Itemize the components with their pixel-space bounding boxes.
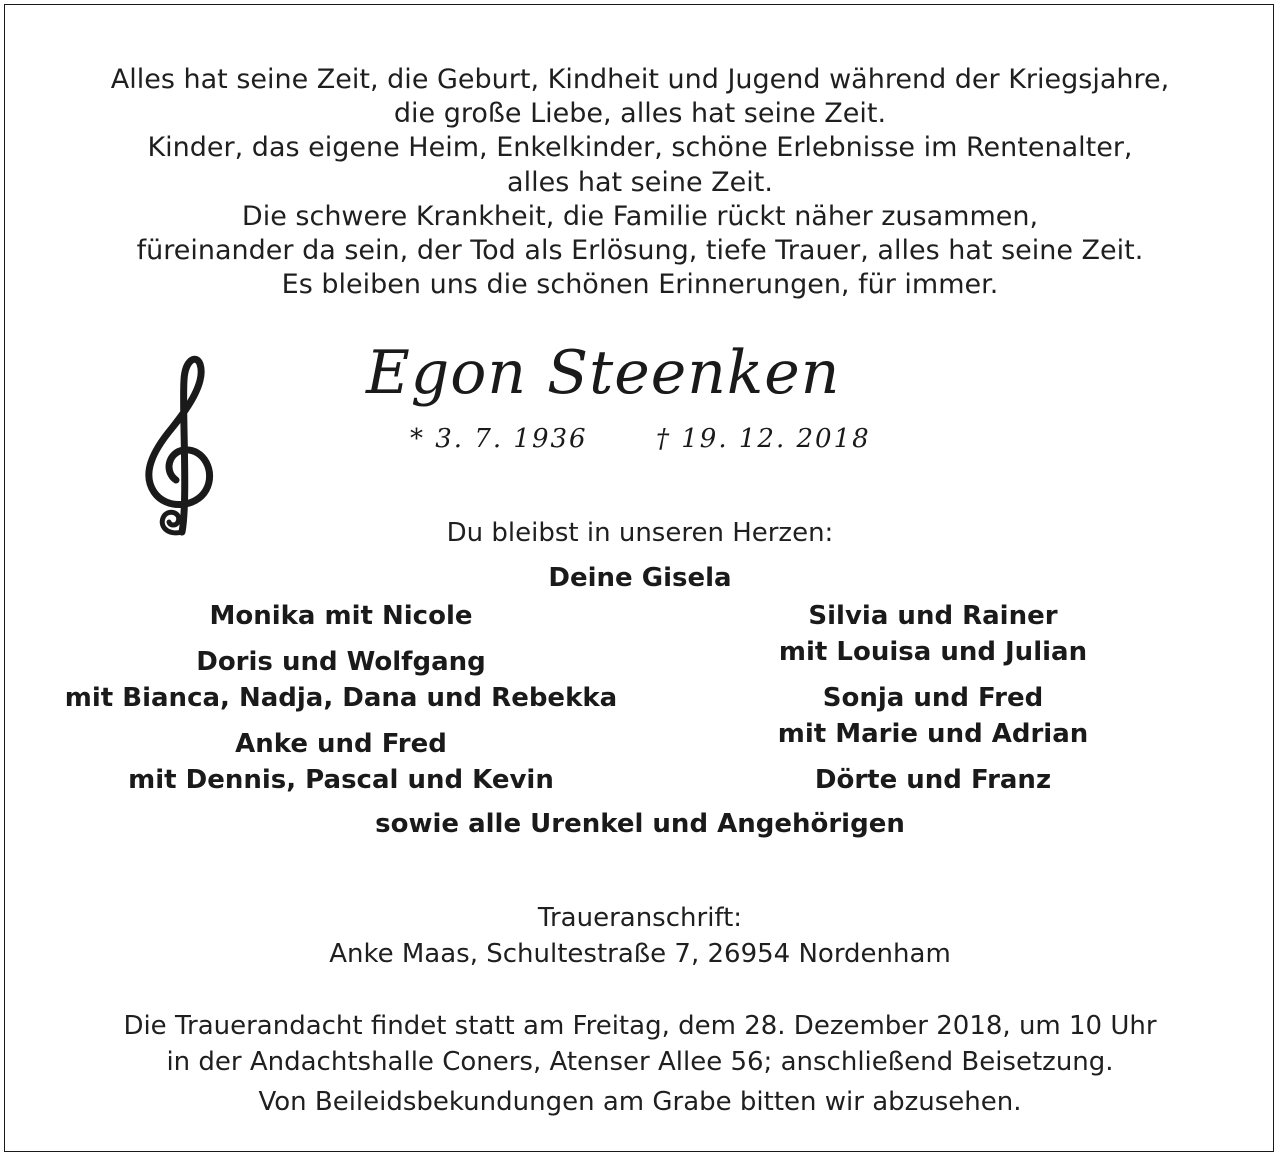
mourners-left-column bbox=[0, 598, 682, 798]
poem-line: Alles hat seine Zeit, die Geburt, Kindheit und Jugend während der Kriegsjahre, bbox=[110, 64, 1170, 95]
mourner-line: Doris und Wolfgang bbox=[196, 647, 486, 677]
deceased-name: Egon Steenken bbox=[366, 338, 841, 408]
poem-line: Die schwere Krankheit, die Familie rückt näher zusammen, bbox=[241, 200, 1039, 232]
poem-line: alles hat seine Zeit. bbox=[507, 166, 773, 198]
address-label: Traueranschrift: bbox=[537, 903, 743, 933]
poem-line: die große Liebe, alles hat seine Zeit. bbox=[393, 98, 887, 130]
mourner-line: Silvia und Rainer bbox=[808, 601, 1058, 631]
birth-date: * 3. 7. 1936 bbox=[410, 424, 588, 454]
poem-line: Kinder, das eigene Heim, Enkelkinder, schöne Erlebnisse im Rentenalter, bbox=[147, 132, 1133, 164]
mourner-line: Sonja und Fred bbox=[822, 683, 1044, 713]
mourner-line: mit Dennis, Pascal und Kevin bbox=[128, 765, 554, 795]
mourner-line: mit Louisa und Julian bbox=[778, 637, 1088, 667]
death-date: † 19. 12. 2018 bbox=[656, 424, 871, 454]
mourners-right-column bbox=[680, 598, 1186, 798]
address-value: Anke Maas, Schultestraße 7, 26954 Nordenham bbox=[329, 939, 951, 969]
mourners-intro: Du bleibst in unseren Herzen: bbox=[446, 518, 834, 548]
spouse-name: Deine Gisela bbox=[548, 563, 732, 593]
life-dates bbox=[410, 424, 890, 454]
mourners-closing: sowie alle Urenkel und Angehörigen bbox=[375, 809, 905, 839]
service-line: Die Trauerandacht findet statt am Freitag, dem 28. Dezember 2018, um 10 Uhr bbox=[123, 1011, 1157, 1041]
poem-line: füreinander da sein, der Tod als Erlösung, tiefe Trauer, alles hat seine Zeit. bbox=[136, 234, 1144, 266]
service-info bbox=[0, 1008, 1280, 1120]
treble-clef-icon bbox=[138, 350, 222, 540]
service-line: in der Andachtshalle Coners, Atenser Allee 56; anschließend Beisetzung. bbox=[166, 1047, 1114, 1077]
mourner-line: mit Marie und Adrian bbox=[777, 719, 1089, 749]
mourner-line: mit Bianca, Nadja, Dana und Rebekka bbox=[64, 683, 618, 713]
poem bbox=[0, 63, 1280, 302]
mourning-address bbox=[0, 900, 1280, 972]
condolence-note: Von Beileidsbekundungen am Grabe bitten wir abzusehen. bbox=[258, 1087, 1022, 1117]
mourner-line: Anke und Fred bbox=[235, 729, 447, 759]
poem-line: Es bleiben uns die schönen Erinnerungen, für immer. bbox=[281, 269, 999, 301]
mourner-line: Dörte und Franz bbox=[814, 765, 1052, 795]
mourner-line: Monika mit Nicole bbox=[209, 601, 473, 631]
